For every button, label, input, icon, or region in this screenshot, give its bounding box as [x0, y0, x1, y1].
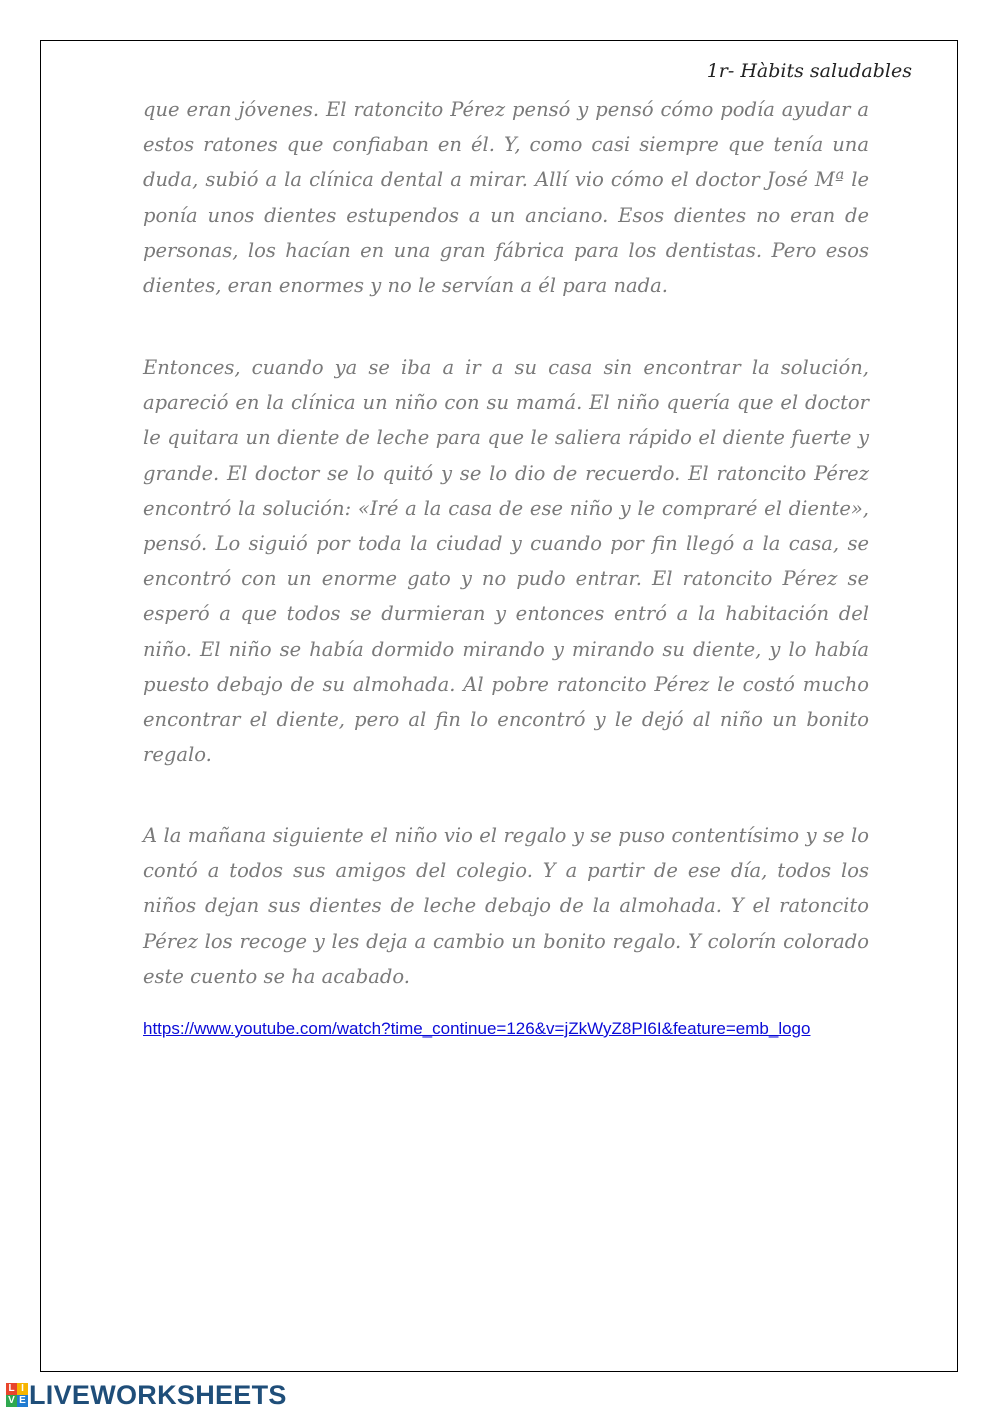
logo-letter-i: I [17, 1383, 28, 1395]
logo-letter-v: V [6, 1395, 17, 1407]
story-paragraph-3: A la mañana siguiente el niño vio el regalo y se puso contentísimo y se lo contó a todos sus amigos del colegio. Y a partir de ese día, todos los niños dejan sus dientes de leche debajo de la almohada. Y el ratoncito Pérez los recoge y les deja a cambio un bonito regalo. Y colorín colorado este cuento se ha acabado. [143, 824, 869, 988]
header-title: 1r- Hàbits saludables [706, 60, 912, 82]
liveworksheets-logo [6, 1380, 287, 1410]
logo-letter-e: E [17, 1395, 28, 1407]
liveworksheets-logo-icon [6, 1383, 28, 1407]
logo-letter-l: L [6, 1383, 17, 1395]
liveworksheets-brand-name: LIVEWORKSHEETS [29, 1379, 287, 1410]
story-paragraph-1: que eran jóvenes. El ratoncito Pérez pensó y pensó cómo podía ayudar a estos ratones que confiaban en él. Y, como casi siempre que tenía una duda, subió a la clínica dental a mirar. Allí vio cómo el doctor José Mª le ponía unos dientes estupendos a un anciano. Esos dientes no eran de personas, los hacían en una gran fábrica para los dentistas. Pero esos dientes, eran enormes y no le servían a él para nada. [143, 98, 869, 298]
youtube-video-link[interactable]: https://www.youtube.com/watch?time_continue=126&v=jZkWyZ8PI6I&feature=emb_logo [143, 1019, 811, 1038]
story-paragraph-2: Entonces, cuando ya se iba a ir a su casa sin encontrar la solución, apareció en la clínica un niño con su mamá. El niño quería que el doctor le quitara un diente de leche para que le saliera rápido el diente fuerte y grande. El doctor se lo quitó y se lo dio de recuerdo. El ratoncito Pérez encontró la solución: «Iré a la casa de ese niño y le compraré el diente», pensó. Lo siguió por toda la ciudad y cuando por fin llegó a la casa, se encontró con un enorme gato y no pudo entrar. El ratoncito Pérez se esperó a que todos se durmieran y entonces entró a la habitación del niño. El niño se había dormido mirando y mirando su diente, y lo había puesto debajo de su almohada. Al pobre ratoncito Pérez le costó mucho encontrar el diente, pero al fin lo encontró y le dejó al niño un bonito regalo. [143, 356, 869, 767]
